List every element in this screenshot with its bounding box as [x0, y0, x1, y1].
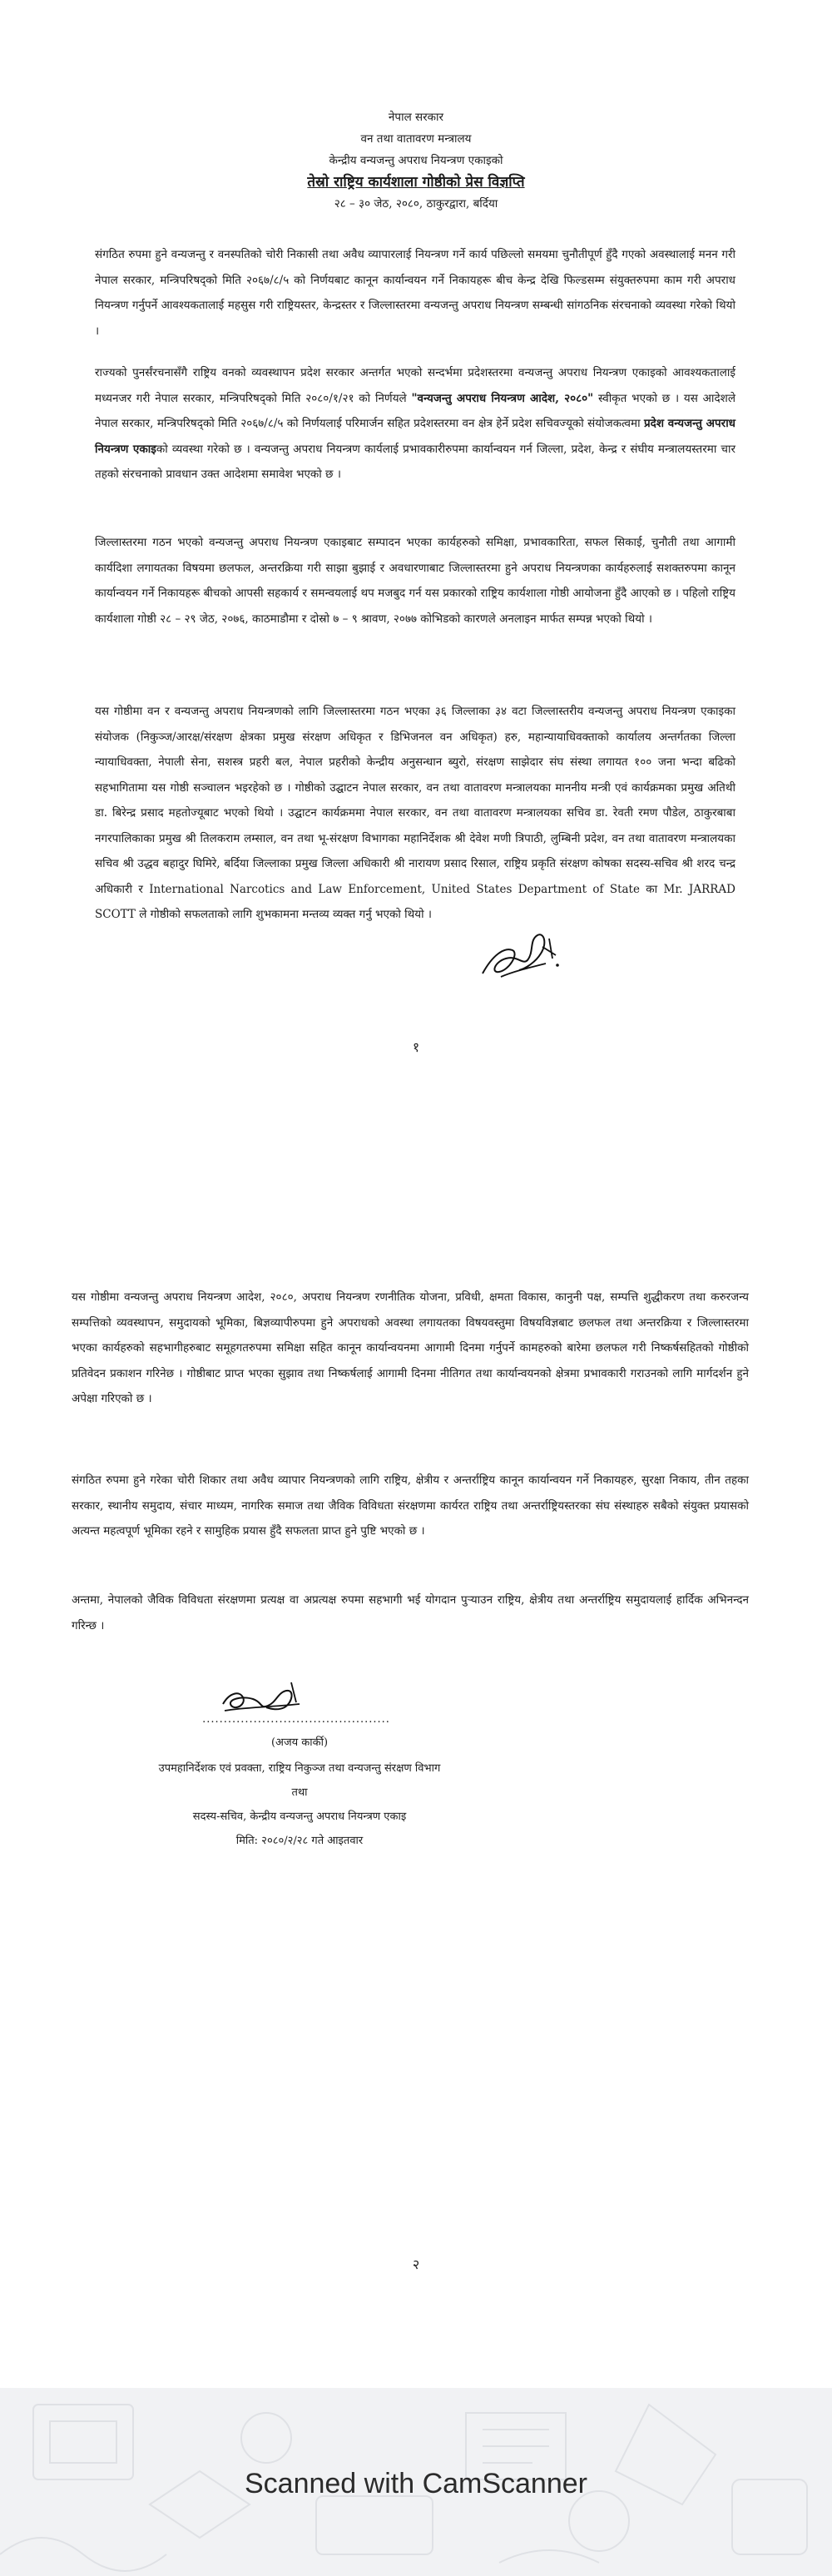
paragraph-2-provincial-unit: प्रदेश वन्यजन्तु अपराध नियन्त्रण एकाइ: [95, 417, 735, 456]
signatory-role: सदस्य-सचिव, केन्द्रीय वन्यजन्तु अपराध नियन्त्रण एकाइ: [192, 1811, 407, 1823]
paragraph-2-order-name: "वन्यजन्तु अपराध नियन्त्रण आदेश, २०८०": [411, 391, 594, 405]
paragraph-2-part-e: को व्यवस्था गरेको छ । वन्यजन्तु अपराध नियन्त्रण कार्यलाई प्रभावकारीरुपमा कार्यान्वयन गर्न जिल्ला, प्रदेश, केन्द्र र संघीय मन्त्रालयस्तरमा चार तहको संरचनाको प्रावधान उक्त आदेशमा समावेश भएको छ ।: [95, 442, 735, 481]
letterhead-unit: केन्द्रीय वन्यजन्तु अपराध नियन्त्रण एकाइको: [329, 154, 503, 167]
signatory-designation: उपमहानिर्देशक एवं प्रवक्ता, राष्ट्रिय निकुञ्ज तथा वन्यजन्तु संरक्षण विभाग: [158, 1762, 441, 1775]
camscanner-footer: [0, 2388, 832, 2576]
paragraph-4: यस गोष्ठीमा वन र वन्यजन्तु अपराध नियन्त्रणको लागि जिल्लास्तरमा गठन भएका ३६ जिल्लाका ३४ वटा जिल्लास्तरीय वन्यजन्तु अपराध नियन्त्रण एकाइका संयोजक (निकुञ्ज/आरक्ष/संरक्षण क्षेत्रका प्रमुख संरक्षण अधिकृत र डिभिजनल वन अधिकृत) हरु, महान्यायाधिवक्ताको कार्यालय अन्तर्गतका जिल्ला न्यायाधिवक्ता, नेपाली सेना, सशस्त्र प्रहरी बल, नेपाल प्रहरीको केन्द्रीय अनुसन्धान ब्युरो, संरक्षण साझेदार संघ संस्था लगायत १०० जना भन्दा बढिको सहभागितामा यस गोष्ठी सञ्चालन भइरहेको छ । गोष्ठीको उद्घाटन नेपाल सरकार, वन तथा वातावरण मन्त्रालयका माननीय मन्त्री एवं कार्यक्रमका प्रमुख अतिथी डा. बिरेन्द्र प्रसाद महतोज्यूबाट भएको थियो । उद्घाटन कार्यक्रममा नेपाल सरकार, वन तथा वातावरण मन्त्रालयका सचिव डा. रेवती रमण पौडेल, ठाकुरबाबा नगरपालिकाका प्रमुख श्री तिलकराम लम्साल, वन तथा भू-संरक्षण विभागका महानिर्देशक श्री देवेश मणी त्रिपाठी, लुम्बिनी प्रदेश, वन तथा वातावरण मन्त्रालयका सचिव श्री उद्धव बहादुर घिमिरे, बर्दिया जिल्लाका प्रमुख जिल्ला अधिकारी श्री नारायण प्रसाद रिसाल, राष्ट्रिय प्रकृति संरक्षण कोषका सदस्य-सचिव श्री शरद चन्द्र अधिकारी र International Narcotics and Law Enforcement, United States Department of State का Mr. JARRAD SCOTT ले गोष्ठीको सफलताको लागि शुभकामना मन्तव्य व्यक्त गर्नु भएको थियो ।: [95, 705, 735, 921]
document-page-2: [0, 1181, 832, 2388]
signature-dotted-line: ............................................: [202, 1713, 390, 1726]
page-number-2: २: [412, 2256, 420, 2272]
letterhead: [0, 107, 832, 215]
signature-date: मिति: २०८०/२/२८ गते आइतवार: [235, 1835, 364, 1847]
document-page-1: [0, 0, 832, 1181]
camscanner-watermark-text: Scanned with CamScanner: [244, 2468, 587, 2499]
paragraph-6: संगठित रुपमा हुने गरेका चोरी शिकार तथा अवैध व्यापार नियन्त्रणको लागि राष्ट्रिय, क्षेत्रीय र अन्तर्राष्ट्रिय कानून कार्यान्वयन गर्ने निकायहरु, सुरक्षा निकाय, तीन तहका सरकार, स्थानीय समुदाय, संचार माध्यम, नागरिक समाज तथा जैविक विविधता संरक्षणमा कार्यरत राष्ट्रिय तथा अन्तर्राष्ट्रियस्तरका संघ संस्थाहरु सबैको संयुक्त प्रयासको अत्यन्त महत्वपूर्ण भूमिका रहने र सामुहिक प्रयास हुँदै सफलता प्राप्त हुने पुष्टि भएको छ ।: [72, 1474, 749, 1538]
page-number-1: १: [412, 1039, 420, 1055]
paragraph-1: संगठित रुपमा हुने वन्यजन्तु र वनस्पतिको चोरी निकासी तथा अवैध व्यापारलाई नियन्त्रण गर्ने कार्य पछिल्लो समयमा चुनौतीपूर्ण हुँदै गएको अवस्थालाई मनन गरी नेपाल सरकार, मन्त्रिपरिषद्को मिति २०६७/८/५ को निर्णयबाट कानून कार्यान्वयन गर्ने निकायहरू बीच केन्द्र देखि फिल्डसम्म संयुक्तरुपमा काम गरी अपराध नियन्त्रण गर्नुपर्ने आवश्यकतालाई महसुस गरी राष्ट्रियस्तर, केन्द्रस्तर र जिल्लास्तरमा वन्यजन्तु अपराध नियन्त्रण सम्बन्धी सांगठनिक संरचनाको व्यवस्था गरेको थियो ।: [95, 248, 735, 338]
signatory-name: (अजय कार्की): [270, 1736, 329, 1749]
paragraph-7: अन्तमा, नेपालको जैविक विविधता संरक्षणमा प्रत्यक्ष वा अप्रत्यक्ष रुपमा सहभागी भई योगदान पुर्‍याउन राष्ट्रिय, क्षेत्रीय तथा अन्तर्राष्ट्रिय समुदायलाई हार्दिक अभिनन्दन गरिन्छ ।: [72, 1593, 749, 1632]
press-release-dateline: २८ – ३० जेठ, २०८०, ठाकुरद्वारा, बर्दिया: [334, 197, 498, 211]
paragraph-5: यस गोष्ठीमा वन्यजन्तु अपराध नियन्त्रण आदेश, २०८०, अपराध नियन्त्रण रणनीतिक योजना, प्रविधी, क्षमता विकास, कानुनी पक्ष, सम्पत्ति शुद्धीकरण तथा करुरजन्य सम्पत्तिको व्यवस्थापन, समुदायको भूमिका, बिज्ञव्यापीरुपमा हुने अपराधको अवस्था लगायतका विषयवस्तुमा विषयविज्ञबाट छलफल तथा अन्तरक्रिया र जिल्लास्तरमा भएका कार्यहरुको सहभागीहरुबाट समूहगतरुपमा समिक्षा सहित कानून कार्यान्वयनमा आगामी दिनमा गर्नुपर्ने कामहरुको बारेमा छलफल गरी निष्कर्षसहितको गोष्ठीको प्रतिवेदन प्रकाशन गरिनेछ । गोष्ठीबाट प्राप्त भएका सुझाव तथा निष्कर्षलाई आगामी दिनमा नीतिगत तथा कार्यान्वयनको क्षेत्रमा प्रभावकारी गराउनको लागि मार्गदर्शन हुने अपेक्षा गरिएको छ ।: [72, 1290, 749, 1405]
signature-image: [476, 922, 567, 988]
letterhead-government: नेपाल सरकार: [388, 111, 444, 124]
letterhead-ministry: वन तथा वातावरण मन्त्रालय: [360, 132, 472, 146]
paragraph-2-part-c: स्वीकृत भएको छ । यस आदेशले नेपाल सरकार, मन्त्रिपरिषद्को मिति २०६७/८/५ को निर्णयलाई परिमार्जन सहित प्रदेशस्तरमा वन क्षेत्र हेर्ने प्रदेश सचिवज्यूको संयोजकत्वमा: [95, 391, 735, 430]
paragraph-3: जिल्लास्तरमा गठन भएको वन्यजन्तु अपराध नियन्त्रण एकाइबाट सम्पादन भएका कार्यहरुको समिक्षा, प्रभावकारिता, सफल सिकाई, चुनौती तथा आगामी कार्यदिशा लगायतका विषयमा छलफल, अन्तरक्रिया गरी साझा बुझाई र अवधारणाबाट जिल्लास्तरमा हुने अपराध नियन्त्रणका कार्यहरुलाई सशक्तरुपमा कानून कार्यान्वयन गर्ने निकायहरू बीचको आपसी सहकार्य र समन्वयलाई थप मजबुद गर्न यस प्रकारको राष्ट्रिय कार्यशाला गोष्ठी आयोजना हुँदै आएको छ । पहिलो राष्ट्रिय कार्यशाला गोष्ठी २८ – २९ जेठ, २०७६, काठमाडौमा र दोस्रो ७ – ९ श्रावण, २०७७ कोभिडको कारणले अनलाइन मार्फत सम्पन्न भएको थियो ।: [95, 536, 735, 626]
paragraph-2: [95, 360, 735, 488]
paragraph-2-part-a: राज्यको पुनर्संरचनासँगै राष्ट्रिय वनको व्यवस्थापन प्रदेश सरकार अन्तर्गत भएको सन्दर्भमा प्रदेशस्तरमा वन्यजन्तु अपराध नियन्त्रण एकाइको आवश्यकतालाई मध्यनजर गरी नेपाल सरकार, मन्त्रिपरिषद्को मिति २०८०/१/२१ को निर्णयले: [95, 366, 735, 405]
press-release-title: तेस्रो राष्ट्रिय कार्यशाला गोष्ठीको प्रेस विज्ञप्ति: [307, 174, 525, 191]
signatory-conjunction: तथा: [291, 1786, 308, 1799]
